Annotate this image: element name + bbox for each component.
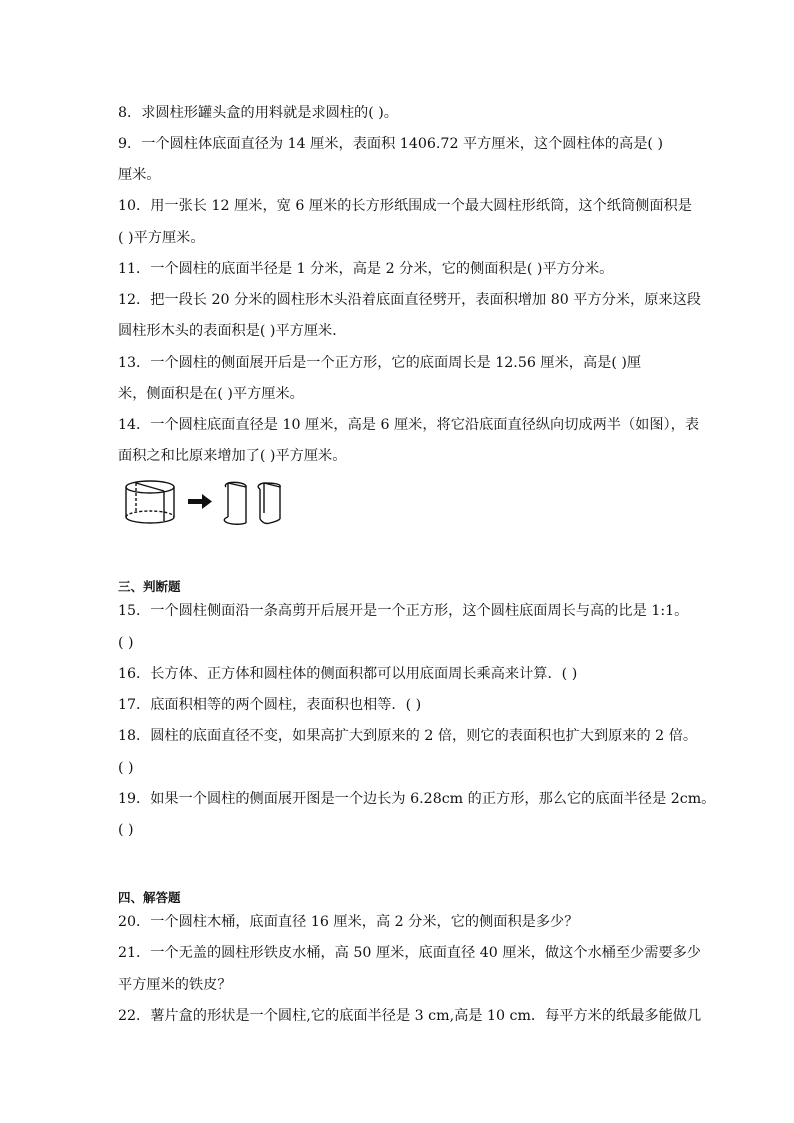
question-16: 16．长方体、正方体和圆柱体的侧面积都可以用底面周长乘高来计算．( ) [118, 666, 578, 682]
question-20: 20．一个圆柱木桶，底面直径 16 厘米，高 2 分米，它的侧面积是多少？ [118, 914, 579, 930]
question-13-line-1: 13．一个圆柱的侧面展开后是一个正方形，它的底面周长是 12.56 厘米，高是( )厘 [118, 355, 642, 371]
question-21-line-2: 平方厘米的铁皮？ [118, 977, 232, 993]
cylinder-cut-figure [124, 479, 294, 527]
arrow-right-icon [188, 494, 212, 509]
question-15-line-1: 15．一个圆柱侧面沿一条高剪开后展开是一个正方形，这个圆柱底面周长与高的比是 1:1。 [118, 603, 689, 619]
question-11: 11．一个圆柱的底面半径是 1 分米，高是 2 分米，它的侧面积是( )平方分米。 [118, 261, 614, 277]
question-8: 8．求圆柱形罐头盒的用料就是求圆柱的( )。 [118, 105, 398, 121]
question-22: 22．薯片盒的形状是一个圆柱,它的底面半径是 3 cm,高是 10 cm．每平方米的纸最多能做几 [118, 1008, 702, 1024]
question-17: 17．底面积相等的两个圆柱，表面积也相等．( ) [118, 697, 422, 713]
half-cylinder-right [258, 483, 280, 524]
half-cylinder-left [224, 482, 246, 524]
question-10-line-2: ( )平方厘米。 [118, 230, 205, 246]
question-15-line-2: ( ) [118, 635, 134, 651]
question-12-line-2: 圆柱形木头的表面积是( )平方厘米． [118, 323, 347, 339]
question-12-line-1: 12．把一段长 20 分米的圆柱形木头沿着底面直径劈开，表面积增加 80 平方分米，原来这段 [118, 292, 701, 308]
question-9-line-2: 厘米。 [118, 167, 161, 183]
question-18-line-1: 18．圆柱的底面直径不变，如果高扩大到原来的 2 倍，则它的表面积也扩大到原来的 2 倍。 [118, 728, 698, 744]
question-19-line-1: 19．如果一个圆柱的侧面展开图是一个边长为 6.28cm 的正方形，那么它的底面半径是 2cm。 [118, 791, 716, 807]
section-heading-answer: 四、解答题 [118, 890, 181, 905]
question-9-line-1: 9．一个圆柱体底面直径为 14 厘米，表面积 1406.72 平方厘米，这个圆柱体的高是( ) [118, 136, 663, 152]
question-14-line-1: 14．一个圆柱底面直径是 10 厘米，高是 6 厘米，将它沿底面直径纵向切成两半（如图），表 [118, 417, 700, 433]
whole-cylinder [126, 481, 174, 523]
question-21-line-1: 21．一个无盖的圆柱形铁皮水桶，高 50 厘米，底面直径 40 厘米，做这个水桶至少需要多少 [118, 945, 701, 961]
question-10-line-1: 10．用一张长 12 厘米，宽 6 厘米的长方形纸围成一个最大圆柱形纸筒，这个纸筒侧面积是 [118, 198, 692, 214]
question-14-line-2: 面积之和比原来增加了( )平方厘米。 [118, 448, 347, 464]
question-19-line-2: ( ) [118, 822, 134, 838]
question-18-line-2: ( ) [118, 760, 134, 776]
section-heading-judge: 三、判断题 [118, 579, 181, 594]
question-13-line-2: 米，侧面积是在( )平方厘米。 [118, 386, 304, 402]
